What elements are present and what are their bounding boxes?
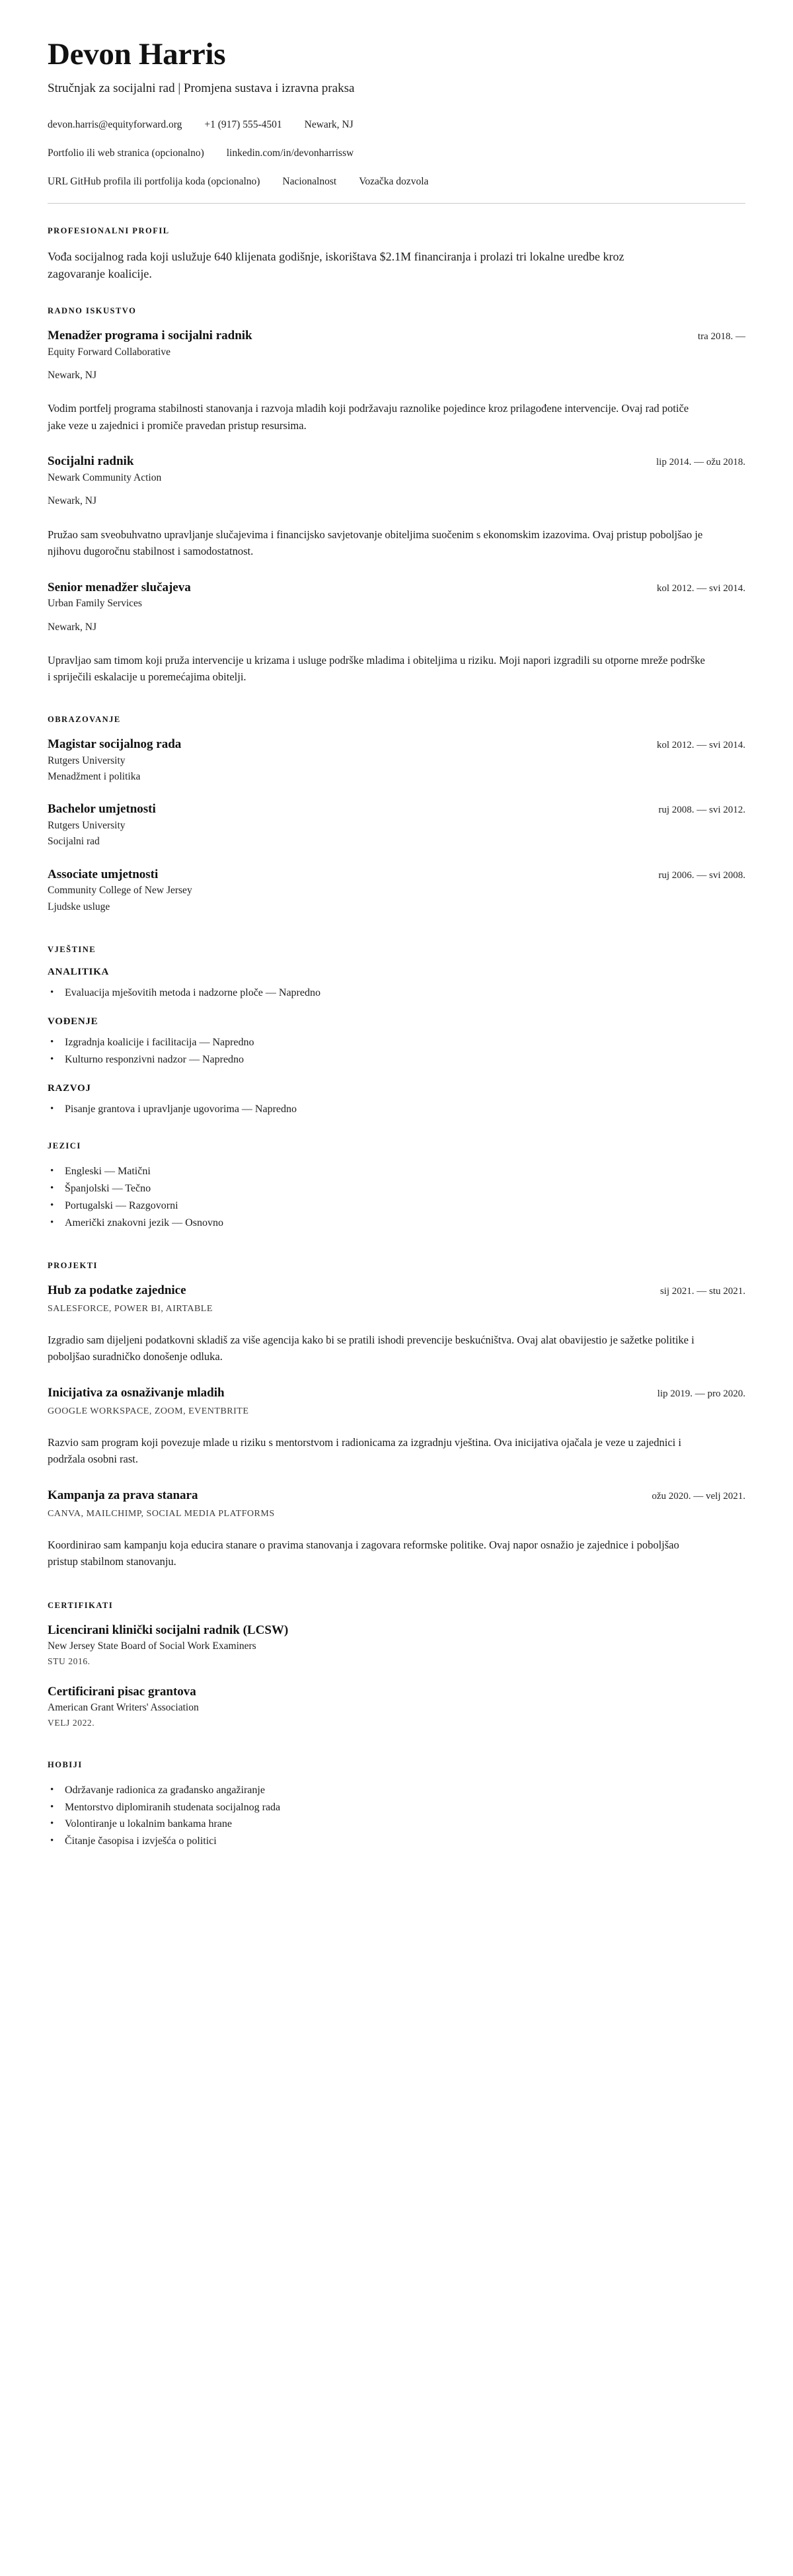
certificate-issuer: New Jersey State Board of Social Work Examiners	[48, 1640, 256, 1652]
section-projects	[48, 1261, 745, 1570]
resume-header	[48, 38, 745, 190]
project-tech-stack: GOOGLE WORKSPACE, ZOOM, EVENTBRITE	[48, 1406, 249, 1416]
section-title-hobbies: HOBIJI	[48, 1759, 83, 1769]
project-entry	[48, 1283, 745, 1365]
job-description: Upravljao sam timom koji pruža intervencije u krizama i usluge podrške mladima i obiteljima u riziku. Moji napori izgradili su otporne mreže podrške i spriječili eskalacije u poremećajima obitelji.	[48, 653, 705, 684]
project-description: Izgradio sam dijeljeni podatkovni skladiš za više agencija kako bi se pratili ishodi prevencije beskućništva. Ovaj alat obavijestio je sažetke politike i poboljšao suradničko donošenje odluka.	[48, 1333, 695, 1363]
project-tech-stack: SALESFORCE, POWER BI, AIRTABLE	[48, 1303, 213, 1314]
candidate-name: Devon Harris	[48, 37, 226, 71]
skill-item: • Kulturno responzivni nadzor — Napredno	[48, 1051, 745, 1068]
education-entry	[48, 801, 745, 849]
degree-dates: kol 2012. — svi 2014.	[656, 740, 745, 751]
experience-entry	[48, 580, 745, 686]
project-dates: ožu 2020. — velj 2021.	[652, 1490, 745, 1502]
education-entry-head	[48, 801, 745, 817]
section-professional-profile	[48, 226, 745, 282]
job-organization: Equity Forward Collaborative	[48, 346, 170, 358]
project-title: Kampanja za prava stanara	[48, 1488, 198, 1502]
project-dates: sij 2021. — stu 2021.	[660, 1286, 745, 1297]
project-title: Inicijativa za osnaživanje mladih	[48, 1385, 225, 1400]
project-description: Razvio sam program koji povezuje mlade u riziku s mentorstvom i radionicama za izgradnju vještina. Ova inicijativa ojačala je veze u zajednici i podržala osobni rast.	[48, 1435, 681, 1466]
job-title: Menadžer programa i socijalni radnik	[48, 328, 252, 342]
skill-group	[48, 1016, 745, 1068]
certificate-date: VELJ 2022.	[48, 1717, 95, 1728]
candidate-headline: Stručnjak za socijalni rad | Promjena sustava i izravna praksa	[48, 81, 355, 96]
section-hobbies	[48, 1760, 745, 1851]
skill-list	[48, 985, 745, 1002]
job-location: Newark, NJ	[48, 495, 97, 507]
project-tech-stack: CANVA, MAILCHIMP, SOCIAL MEDIA PLATFORMS	[48, 1508, 275, 1519]
degree-title: Bachelor umjetnosti	[48, 802, 156, 817]
skill-item: • Evaluacija mješovitih metoda i nadzorne ploče — Napredno	[48, 985, 745, 1002]
certificate-issuer: American Grant Writers' Association	[48, 1702, 199, 1714]
section-title-skills: VJEŠTINE	[48, 944, 96, 954]
hobby-item: • Održavanje radionica za građansko angažiranje	[48, 1782, 745, 1799]
project-entry-head	[48, 1385, 745, 1401]
contact-phone[interactable]: +1 (917) 555-4501	[204, 118, 282, 130]
language-item: • Američki znakovni jezik — Osnovno	[48, 1215, 745, 1232]
experience-entry-head	[48, 454, 745, 469]
hobby-item: • Volontiranje u lokalnim bankama hrane	[48, 1816, 745, 1833]
job-title: Senior menadžer slučajeva	[48, 580, 191, 594]
skill-group	[48, 967, 745, 1002]
hobby-list	[48, 1782, 745, 1851]
section-title-projects: PROJEKTI	[48, 1261, 98, 1271]
degree-institution: Community College of New Jersey	[48, 885, 192, 897]
hobby-item: • Mentorstvo diplomiranih studenata socijalnog rada	[48, 1799, 745, 1816]
job-description: Pružao sam sveobuhvatno upravljanje slučajevima i financijsko savjetovanje obiteljima suočenim s ekonomskim izazovima. Ovaj pristup poboljšao je njihovu dugoročnu stabilnost i samodostatnost.	[48, 528, 703, 558]
job-title: Socijalni radnik	[48, 454, 134, 469]
section-skills	[48, 945, 745, 1118]
contact-row-web	[48, 145, 745, 161]
skill-group-name: RAZVOJ	[48, 1082, 91, 1094]
job-location: Newark, NJ	[48, 621, 97, 633]
project-title: Hub za podatke zajednice	[48, 1283, 186, 1298]
skill-group	[48, 1083, 745, 1118]
job-dates: lip 2014. — ožu 2018.	[656, 457, 745, 468]
job-description: Vodim portfelj programa stabilnosti stanovanja i razvoja mladih koji podržavaju raznolike pojedince kroz prilagođene intervencije. Ovaj rad potiče jake veze u zajednici i promiče pravedan pristup resursima.	[48, 402, 689, 432]
skill-group-name: VOĐENJE	[48, 1016, 98, 1027]
section-title-languages: JEZICI	[48, 1141, 81, 1151]
degree-field: Menadžment i politika	[48, 771, 141, 783]
education-entry	[48, 867, 745, 914]
experience-entry-head	[48, 580, 745, 596]
certificate-entry	[48, 1684, 745, 1728]
contact-github[interactable]: URL GitHub profila ili portfolija koda (opcionalno)	[48, 176, 260, 188]
project-entry	[48, 1385, 745, 1468]
degree-field: Socijalni rad	[48, 836, 100, 848]
certificate-date: STU 2016.	[48, 1656, 91, 1666]
language-item: • Engleski — Matični	[48, 1163, 745, 1180]
job-organization: Newark Community Action	[48, 472, 162, 484]
project-entry-head	[48, 1283, 745, 1299]
project-description: Koordinirao sam kampanju koja educira stanare o pravima stanovanja i zagovara reformske politike. Ovaj napor osnažio je zajednice i poboljšao pristup stabilnom stanovanju.	[48, 1538, 679, 1568]
experience-entry	[48, 328, 745, 434]
skill-item: • Pisanje grantova i upravljanje ugovorima — Napredno	[48, 1101, 745, 1118]
language-item: • Portugalski — Razgovorni	[48, 1197, 745, 1215]
contact-linkedin[interactable]: linkedin.com/in/devonharrissw	[226, 147, 354, 159]
certificate-title: Licencirani klinički socijalni radnik (LCSW)	[48, 1623, 289, 1637]
contact-driving-licence: Vozačka dozvola	[359, 176, 429, 188]
skill-group-name: ANALITIKA	[48, 966, 109, 977]
header-divider	[48, 203, 745, 204]
section-work-experience	[48, 306, 745, 686]
contact-location: Newark, NJ	[304, 118, 354, 130]
contact-row-extra	[48, 174, 745, 189]
degree-dates: ruj 2008. — svi 2012.	[658, 805, 745, 816]
job-dates: kol 2012. — svi 2014.	[656, 583, 745, 594]
degree-dates: ruj 2006. — svi 2008.	[658, 869, 745, 881]
job-organization: Urban Family Services	[48, 598, 142, 610]
education-entry-head	[48, 737, 745, 752]
section-title-education: OBRAZOVANJE	[48, 715, 121, 725]
contact-row-primary	[48, 117, 745, 132]
section-education	[48, 715, 745, 914]
language-item: • Španjolski — Tečno	[48, 1180, 745, 1197]
section-title-profile: PROFESIONALNI PROFIL	[48, 225, 170, 235]
skill-list	[48, 1101, 745, 1118]
education-entry-head	[48, 867, 745, 883]
project-entry-head	[48, 1488, 745, 1504]
section-certificates	[48, 1601, 745, 1728]
profile-summary-text: Vođa socijalnog rada koji uslužuje 640 klijenata godišnje, iskorištava $2.1M financiranja i prolazi tri lokalne uredbe kroz zagovaranje koalicije.	[48, 249, 624, 280]
skill-list	[48, 1034, 745, 1068]
degree-institution: Rutgers University	[48, 754, 126, 766]
section-languages	[48, 1141, 745, 1232]
hobby-item: • Čitanje časopisa i izvješća o politici	[48, 1833, 745, 1850]
contact-email[interactable]: devon.harris@equityforward.org	[48, 118, 182, 130]
degree-title: Associate umjetnosti	[48, 867, 159, 881]
experience-entry	[48, 454, 745, 559]
degree-title: Magistar socijalnog rada	[48, 737, 182, 752]
experience-entry-head	[48, 328, 745, 344]
certificate-entry	[48, 1623, 745, 1667]
job-dates: tra 2018. —	[697, 331, 745, 342]
project-entry	[48, 1488, 745, 1570]
language-list	[48, 1163, 745, 1232]
degree-institution: Rutgers University	[48, 820, 126, 832]
section-title-experience: RADNO ISKUSTVO	[48, 305, 137, 315]
degree-field: Ljudske usluge	[48, 901, 110, 912]
education-entry	[48, 737, 745, 784]
certificate-title: Certificirani pisac grantova	[48, 1684, 196, 1699]
section-title-certificates: CERTIFIKATI	[48, 1600, 114, 1610]
contact-portfolio[interactable]: Portfolio ili web stranica (opcionalno)	[48, 147, 204, 159]
skill-item: • Izgradnja koalicije i facilitacija — Napredno	[48, 1034, 745, 1051]
job-location: Newark, NJ	[48, 369, 97, 381]
project-dates: lip 2019. — pro 2020.	[657, 1388, 745, 1399]
contact-nationality: Nacionalnost	[282, 176, 337, 188]
